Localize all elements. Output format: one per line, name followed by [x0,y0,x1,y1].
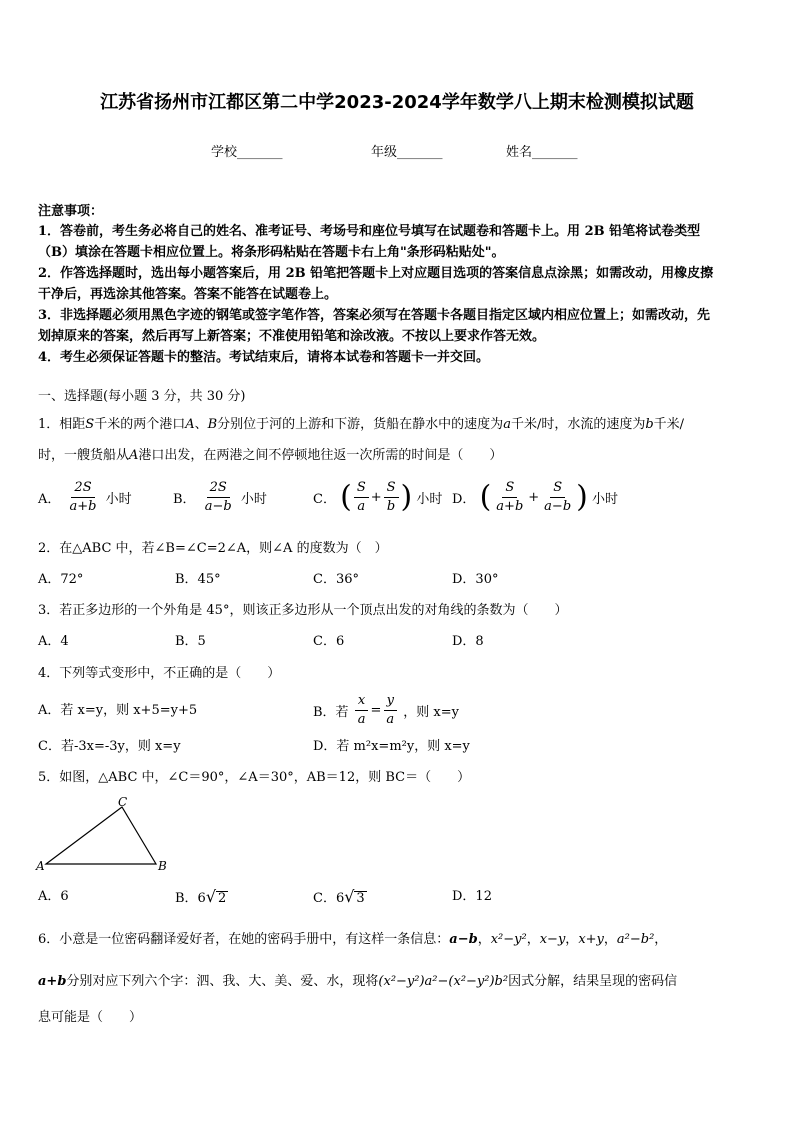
q4-option-a: A．若 x=y，则 x+5=y+5 [38,703,198,718]
q2-text: 2．在△ABC 中，若∠B=∠C=2∠A，则∠A 的度数为（ ） [38,541,388,556]
q4-option-d: D．若 m²x=m²y，则 x=y [313,739,470,754]
q3-text: 3．若正多边形的一个外角是 45°，则该正多边形从一个顶点出发的对角线的条数为（ ） [38,603,568,618]
section-heading: 一、选择题(每小题 3 分，共 30 分) [38,389,246,404]
q2-option-c: C．36° [313,572,359,587]
note-2b: 干净后，再选涂其他答案。答案不能答在试题卷上。 [38,287,338,302]
q5-option-a: A．6 [38,889,69,904]
q1-option-d: D． ( $\frac{S}{a+b}$ + $\frac{S}{a-b}$ ) 小时 [452,479,619,515]
q5-text: 5．如图，△ABC 中，∠C＝90°，∠A＝30°，AB＝12，则 BC＝（ ） [38,770,471,785]
notes-heading: 注意事项： [38,204,104,219]
note-2a: 2．作答选择题时，选出每小题答案后，用 2B 铅笔把答题卡上对应题目选项的答案信息点涂黑；如需改动，用橡皮擦 [38,266,714,281]
q3-option-b: B．5 [175,634,206,649]
q3-option-c: C．6 [313,634,345,649]
school-field: 学校_______ [211,145,283,160]
triangle-figure [34,794,174,874]
q5-option-d: D．12 [452,889,492,904]
q6-line3: 息可能是（ ） [38,1010,143,1025]
q5-option-b: B．6√ 2 [175,887,227,906]
q5-option-c: C．6√ 3 [313,887,365,906]
name-field: 姓名_______ [506,145,578,160]
note-3b: 划掉原来的答案，然后再写上新答案；不准使用铅笔和涂改液。不按以上要求作答无效。 [38,329,546,344]
q4-text: 4．下列等式变形中，不正确的是（ ） [38,666,281,681]
vertex-c-label: C [118,795,128,809]
q6-line1: 6．小意是一位密码翻译爱好者，在她的密码手册中，有这样一条信息：a−b，x²−y²，x−y，x+y，a²−b²， [38,932,668,947]
q4-option-c: C．若-3x=-3y，则 x=y [38,739,181,754]
vertex-b-label: B [158,859,167,873]
q2-option-d: D．30° [452,572,499,587]
q1-line2: 时，一艘货船从A港口出发，在两港之间不停顿地往返一次所需的时间是（ ） [38,448,503,463]
q1-line1: 1．相距S千米的两个港口A、B分别位于河的上游和下游，货船在静水中的速度为a千米/时，水流的速度为b千米/ [38,417,685,432]
note-1a: 1．答卷前，考生务必将自己的姓名、准考证号、考场号和座位号填写在试题卷和答题卡上。用 2B 铅笔将试卷类型 [38,224,701,239]
note-4: 4．考生必须保证答题卡的整洁。考试结束后，请将本试卷和答题卡一并交回。 [38,350,490,365]
note-1b: （B）填涂在答题卡相应位置上。将条形码粘贴在答题卡右上角"条形码粘贴处"。 [38,245,505,260]
q6-line2: a+b分别对应下列六个字：泗、我、大、美、爱、水，现将(x²−y²)a²−(x²−y²)b²因式分解，结果呈现的密码信 [38,974,678,989]
triangle-abc [46,807,156,864]
q1-option-b: B． $\frac{2S}{a-b}$ 小时 [173,480,267,514]
grade-field: 年级_______ [371,145,443,160]
q3-option-a: A．4 [38,634,69,649]
q2-option-a: A．72° [38,572,84,587]
q1-option-a: A． $\frac{2S}{a+b}$ 小时 [38,480,132,514]
q2-option-b: B．45° [175,572,221,587]
q1-option-c: C． ( $\frac{S}{a}$ + $\frac{S}{b}$ ) 小时 [313,479,443,515]
vertex-a-label: A [36,859,45,873]
page-title: 江苏省扬州市江都区第二中学2023-2024学年数学八上期末检测模拟试题 [100,92,694,113]
q4-option-b: B．若 $\frac{x}{a}$ = $\frac{y}{a}$ ，则 x=y [313,693,459,727]
note-3a: 3．非选择题必须用黑色字迹的钢笔或签字笔作答，答案必须写在答题卡各题目指定区域内相应位置上；如需改动，先 [38,308,711,323]
q3-option-d: D．8 [452,634,484,649]
